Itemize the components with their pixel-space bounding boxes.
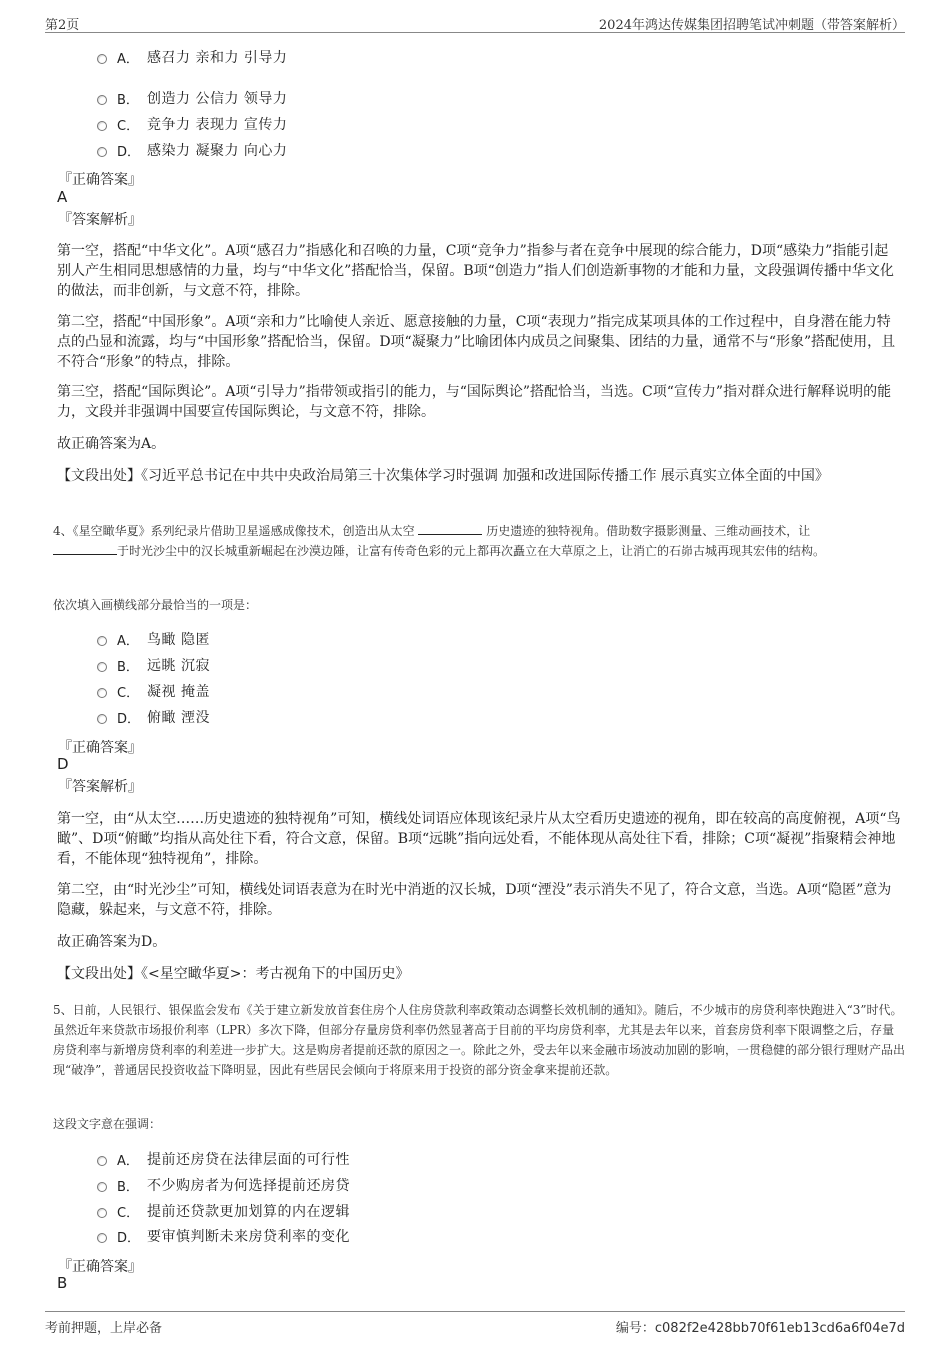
q4-option-a[interactable]: A． 鸟瞰 隐匿	[97, 628, 210, 650]
q5-option-a[interactable]: A． 提前还房贷在法律层面的可行性	[97, 1148, 350, 1170]
q4-option-c[interactable]: C． 凝视 掩盖	[97, 680, 210, 702]
analysis-paragraph: 第三空，搭配“国际舆论”。A项“引导力”指带领或指引的能力，与“国际舆论”搭配恰当，当选。C项“宣传力”指对群众进行解释说明的能力，文段并非强调中国要宣传国际舆论，与文意不符，排除。	[57, 384, 892, 420]
radio-icon[interactable]	[97, 1208, 107, 1218]
radio-icon[interactable]	[97, 688, 107, 698]
footer-slogan: 考前押题，上岸必备	[45, 1321, 163, 1336]
analysis-label: 『答案解析』	[58, 212, 142, 228]
answer-label: 『正确答案』	[58, 740, 142, 756]
radio-icon[interactable]	[97, 662, 107, 672]
q5-option-b[interactable]: B． 不少购房者为何选择提前还房贷	[97, 1174, 350, 1196]
radio-icon[interactable]	[97, 95, 107, 105]
correct-answer: A	[57, 188, 68, 206]
radio-icon[interactable]	[97, 121, 107, 131]
analysis-label: 『答案解析』	[58, 779, 142, 795]
q4-option-b[interactable]: B． 远眺 沉寂	[97, 654, 210, 676]
q3-option-d[interactable]: D． 感染力 凝聚力 向心力	[97, 139, 287, 161]
document-title: 2024年鸿达传媒集团招聘笔试冲刺题（带答案解析）	[598, 18, 905, 33]
analysis-paragraph: 第二空，搭配“中国形象”。A项“亲和力”比喻使人亲近、愿意接触的力量，C项“表现力”指完成某项具体的工作过程中，自身潜在能力特点的凸显和流露，均与“中国形象”搭配恰当，保留。D项“凝聚力”比喻团体内成员之间聚集、团结的力量，通常不与“形象”搭配使用，且不符合“形象”的特点，排除。	[57, 314, 896, 370]
source-citation: 【文段出处】《<星空瞰华夏>：考古视角下的中国历史》	[57, 966, 410, 982]
conclusion: 故正确答案为A。	[57, 436, 166, 452]
radio-icon[interactable]	[97, 636, 107, 646]
radio-icon[interactable]	[97, 1156, 107, 1166]
correct-answer: B	[57, 1274, 68, 1292]
radio-icon[interactable]	[97, 147, 107, 157]
question-stem: 4、《星空瞰华夏》系列纪录片借助卫星遥感成像技术，创造出从太空 历史遗迹的独特视角。借助数字摄影测量、三维动画技术，让 于时光沙尘中的汉长城重新崛起在沙漠边陲，让富有传奇色彩的元上都再次矗立在大草原之上，让消亡的石峁古城再现其宏伟的结构。	[53, 524, 826, 558]
q5-option-d[interactable]: D． 要审慎判断未来房贷利率的变化	[97, 1225, 350, 1247]
radio-icon[interactable]	[97, 1182, 107, 1192]
question-stem: 5、日前，人民银行、银保监会发布《关于建立新发放首套住房个人住房贷款利率政策动态调整长效机制的通知》。随后，不少城市的房贷利率快跑进入“3”时代。虽然近年来贷款市场报价利率（LPR）多次下降，但部分存量房贷利率仍然显著高于目前的平均房贷利率，尤其是去年以来，首套房贷利率下限调整之后，存量房贷利率与新增房贷利率的利差进一步扩大。这是购房者提前还款的原因之一。除此之外，受去年以来金融市场波动加剧的影响，一贯稳健的部分银行理财产品出现“破净”，普通居民投资收益下降明显，因此有些居民会倾向于将原来用于投资的部分资金拿来提前还款。	[53, 1003, 906, 1077]
analysis-paragraph: 第二空，由“时光沙尘”可知，横线处词语表意为在时光中消逝的汉长城，D项“湮没”表示消失不见了，符合文意，当选。A项“隐匿”意为隐藏，躲起来，与文意不符，排除。	[57, 882, 892, 918]
analysis-paragraph: 第一空，搭配“中华文化”。A项“感召力”指感化和召唤的力量，C项“竞争力”指参与者在竞争中展现的综合能力，D项“感染力”指能引起别人产生相同思想感情的力量，均与“中华文化”搭配恰当，保留。B项“创造力”指人们创造新事物的才能和力量，文段强调传播中华文化的做法，而非创新，与文意不符，排除。	[57, 243, 894, 299]
answer-label: 『正确答案』	[58, 172, 142, 188]
question-prompt: 依次填入画横线部分最恰当的一项是：	[53, 598, 258, 612]
q3-option-c[interactable]: C． 竞争力 表现力 宣传力	[97, 113, 287, 135]
correct-answer: D	[57, 755, 69, 773]
analysis-paragraph: 第一空，由“从太空……历史遗迹的独特视角”可知，横线处词语应体现该纪录片从太空看历史遗迹的视角，即在较高的高度俯视，A项“鸟瞰”、D项“俯瞰”均指从高处往下看，符合文意，保留。B项“远眺”指向远处看，不能体现从高处往下看，排除；C项“凝视”指聚精会神地看，不能体现“独特视角”，排除。	[57, 811, 901, 867]
conclusion: 故正确答案为D。	[57, 934, 167, 950]
page-number: 第2页	[45, 18, 80, 33]
source-citation: 【文段出处】《习近平总书记在中共中央政治局第三十次集体学习时强调 加强和改进国际传播工作 展示真实立体全面的中国》	[57, 468, 829, 484]
blank-line	[418, 522, 482, 535]
page-footer	[45, 1311, 905, 1336]
q3-option-b[interactable]: B． 创造力 公信力 领导力	[97, 87, 287, 109]
document-code: 编号：c082f2e428bb70f61eb13cd6a6f04e7d	[615, 1321, 905, 1336]
q4-option-d[interactable]: D． 俯瞰 湮没	[97, 706, 210, 728]
q3-option-a[interactable]: A． 感召力 亲和力 引导力	[97, 46, 287, 68]
radio-icon[interactable]	[97, 1233, 107, 1243]
answer-label: 『正确答案』	[58, 1259, 142, 1275]
radio-icon[interactable]	[97, 714, 107, 724]
page-header	[45, 12, 905, 33]
question-prompt: 这段文字意在强调：	[53, 1117, 162, 1131]
blank-line	[53, 542, 117, 555]
q5-option-c[interactable]: C． 提前还贷款更加划算的内在逻辑	[97, 1200, 350, 1222]
radio-icon[interactable]	[97, 54, 107, 64]
